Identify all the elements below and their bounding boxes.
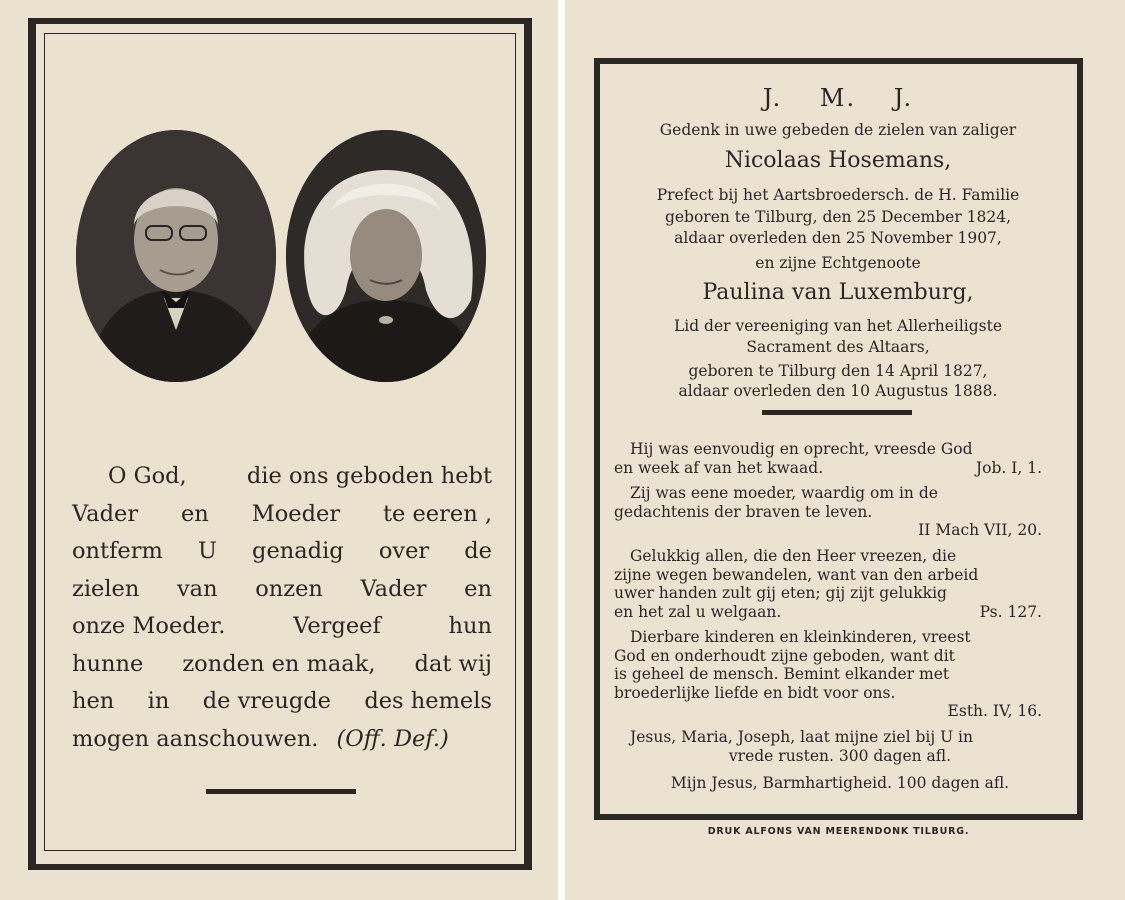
jmj-letter: J. (762, 84, 783, 112)
jmj-letter: M. (819, 84, 857, 112)
right-divider-rule (762, 410, 912, 415)
prayer-word: onzen (255, 575, 323, 602)
verse-indulgence-1 (614, 728, 1066, 765)
prayer-word: O God, (108, 463, 187, 489)
prayer-line-5 (72, 608, 492, 646)
verse-line: is geheel de mensch. Bemint elkander met (614, 665, 950, 683)
left-divider-rule (206, 789, 356, 794)
verse-line: broederlijke liefde en bidt voor ons. (614, 683, 896, 702)
prayer-word: mogen aanschouwen. (72, 725, 319, 752)
header-line: aldaar overleden den 25 November 1907, (674, 229, 1002, 247)
header-line: Sacrament des Altaars, (746, 338, 930, 356)
verse-text: en week af van het kwaad. (614, 458, 824, 477)
prayer-word: hen (72, 688, 115, 714)
prayer-word: van (176, 575, 218, 602)
prayer-word: en (180, 500, 209, 527)
verse-esther (614, 628, 1066, 721)
prayer-word: Moeder (251, 500, 341, 527)
prayer-line-8 (72, 721, 492, 759)
prayer-word: de (464, 538, 492, 564)
jmj-letter: J. (893, 84, 914, 112)
prayer-source: (Off. Def.) (336, 725, 449, 752)
prayer-word: en (464, 575, 492, 602)
verse-line: Zij was eene moeder, waardig om in de (630, 484, 938, 502)
verse-line: Jesus, Maria, Joseph, laat mijne ziel bij U in (630, 728, 973, 746)
verse-line: Hij was eenvoudig en oprecht, vreesde God (630, 440, 973, 458)
header-line: geboren te Tilburg, den 25 December 1824, (664, 208, 1012, 226)
prayer-text (72, 458, 492, 758)
prayer-word: Vader (360, 575, 427, 602)
prayer-line-6 (72, 646, 492, 684)
portrait-woman-image (286, 130, 486, 382)
right-frame-bottom-bar (594, 814, 1083, 820)
wife-name: Paulina van Luxemburg, (702, 280, 974, 305)
prayer-word: Vader (72, 500, 139, 527)
right-frame-right-bar (1077, 58, 1083, 820)
verse-reference: Ps. 127. (979, 602, 1042, 621)
prayer-word: zielen (72, 575, 140, 602)
verse-job (614, 440, 1066, 477)
verse-line: gedachtenis der braven te leven. (614, 502, 873, 521)
verse-line: uwer handen zult gij eten; gij zijt gelukkig (614, 584, 947, 602)
prayer-line-4 (72, 571, 492, 609)
prayer-word: te eeren , (382, 500, 492, 527)
right-frame-left-bar (594, 58, 600, 820)
verse-indulgence-2 (614, 774, 1066, 793)
verse-line: Gelukkig allen, die den Heer vreezen, die (630, 547, 957, 565)
verse-mach (614, 484, 1066, 540)
prayer-word: in (147, 688, 170, 714)
prayer-word: onze Moeder. (72, 613, 226, 639)
prayer-word: hun (448, 613, 492, 639)
header-line: Prefect bij het Aartsbroedersch. de H. Familie (656, 186, 1020, 204)
printer-imprint: DRUK ALFONS VAN MEERENDONK TILBURG. (707, 826, 970, 837)
header-line: Gedenk in uwe gebeden de zielen van zaliger (659, 121, 1017, 139)
prayer-word: U (197, 538, 217, 564)
verse-line (614, 603, 1066, 622)
header-line: en zijne Echtgenoote (755, 254, 921, 272)
prayer-line-7 (72, 683, 492, 721)
left-card (0, 0, 558, 900)
right-frame-top-bar (594, 58, 1083, 64)
prayer-word: hunne (72, 650, 144, 677)
prayer-line-1 (72, 458, 492, 496)
prayer-word: genadig (252, 538, 344, 564)
verse-line: God en onderhoudt zijne geboden, want dit (614, 646, 955, 665)
prayer-word: zonden en maak, (182, 650, 376, 677)
verse-reference: Esth. IV, 16. (947, 702, 1042, 720)
prayer-word: Vergeef (293, 613, 381, 639)
portrait-man-image (76, 130, 276, 382)
header-line: aldaar overleden den 10 Augustus 1888. (678, 382, 998, 400)
jmj-heading (610, 84, 1066, 112)
verse-line: Dierbare kinderen en kleinkinderen, vreest (630, 628, 971, 646)
verse-psalm (614, 547, 1066, 621)
header-line: Lid der vereeniging van het Allerheiligste (673, 317, 1003, 335)
verse-reference: Job. I, 1. (975, 458, 1042, 477)
prayer-line-2 (72, 496, 492, 534)
verse-line: Mijn Jesus, Barmhartigheid. 100 dagen afl. (670, 774, 1010, 792)
prayer-word: ontferm (72, 538, 163, 564)
portrait-woman-icon (286, 130, 486, 382)
husband-name: Nicolaas Hosemans, (724, 148, 952, 173)
prayer-word: over (378, 538, 430, 564)
prayer-line-3 (72, 533, 492, 571)
verse-reference: II Mach VII, 20. (918, 521, 1042, 539)
verse-line (614, 459, 1066, 478)
prayer-word: die ons geboden hebt (246, 463, 492, 489)
prayer-word: dat wij (414, 650, 492, 677)
verse-line: zijne wegen bewandelen, want van den arbeid (614, 565, 979, 584)
verse-text: en het zal u welgaan. (614, 602, 782, 621)
prayer-word: de vreugde (202, 688, 331, 714)
prayer-word: des hemels (364, 688, 492, 714)
verse-line: vrede rusten. 300 dagen afl. (728, 746, 952, 765)
portrait-man-icon (76, 130, 276, 382)
header-line: geboren te Tilburg den 14 April 1827, (688, 362, 988, 380)
